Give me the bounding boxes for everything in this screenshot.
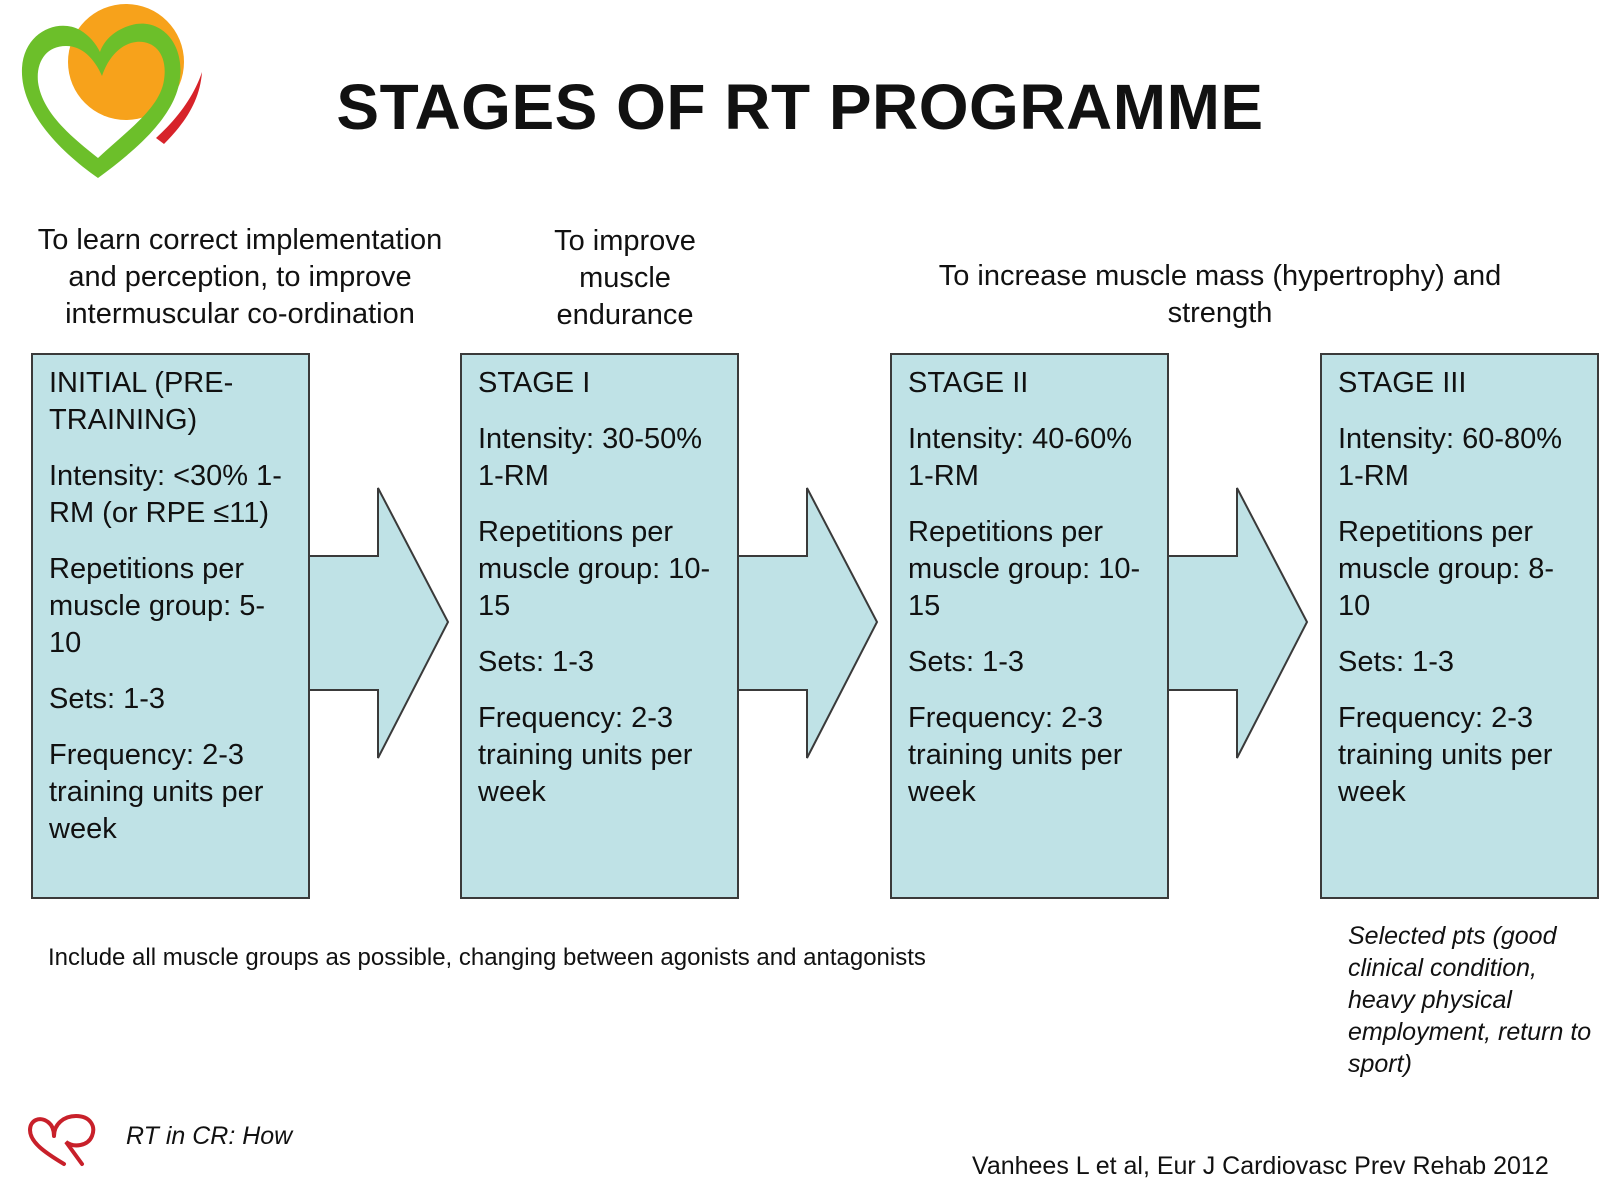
stage-box-stage-3 [1320,353,1599,899]
stage-name: STAGE I [478,367,591,399]
stage-frequency: Frequency: 2-3 training units per week [1338,702,1553,808]
stage-frequency: Frequency: 2-3 training units per week [908,702,1123,808]
stage-sets: Sets: 1-3 [49,683,166,715]
stage-repetitions: Repetitions per muscle group: 5-10 [49,553,265,659]
arrow-initial-to-stage-1 [309,488,448,758]
goal-stage-1: To improve muscle endurance [554,225,696,331]
stage-repetitions: Repetitions per muscle group: 10-15 [908,516,1141,622]
stage-intensity: Intensity: 40-60% 1-RM [908,423,1133,492]
stage-box-initial [31,353,310,899]
stage-box-stage-1 [460,353,739,899]
stage-sets: Sets: 1-3 [478,646,595,678]
goal-initial: To learn correct implementation and perception, to improve intermuscular co-ordination [37,224,443,330]
arrow-stage-2-to-stage-3 [1168,488,1307,758]
stage-repetitions: Repetitions per muscle group: 10-15 [478,516,711,622]
stage-repetitions: Repetitions per muscle group: 8-10 [1338,516,1554,622]
page-title: STAGES OF RT PROGRAMME [336,71,1264,143]
stage-name: STAGE III [1338,367,1467,399]
goal-stage-2-3: To increase muscle mass (hypertrophy) and strength [938,260,1502,329]
stage-intensity: Intensity: 60-80% 1-RM [1338,423,1563,492]
stage-frequency: Frequency: 2-3 training units per week [49,739,264,845]
side-note: Selected pts (good clinical condition, heavy physical employment, return to sport) [1348,922,1592,1078]
stage-box-stage-2 [890,353,1169,899]
stage-frequency: Frequency: 2-3 training units per week [478,702,693,808]
footnote: Include all muscle groups as possible, changing between agonists and antagonists [48,944,926,971]
stage-name: STAGE II [908,367,1029,399]
stage-intensity: Intensity: <30% 1-RM (or RPE ≤11) [49,460,282,529]
citation: Vanhees L et al, Eur J Cardiovasc Prev Rehab 2012 [972,1152,1549,1180]
stage-intensity: Intensity: 30-50% 1-RM [478,423,703,492]
stage-sets: Sets: 1-3 [908,646,1025,678]
footer-label: RT in CR: How [126,1122,293,1150]
arrow-stage-1-to-stage-2 [738,488,877,758]
stage-name: INITIAL (PRE-TRAINING) [49,367,234,436]
stage-sets: Sets: 1-3 [1338,646,1455,678]
society-logo [24,1112,100,1168]
